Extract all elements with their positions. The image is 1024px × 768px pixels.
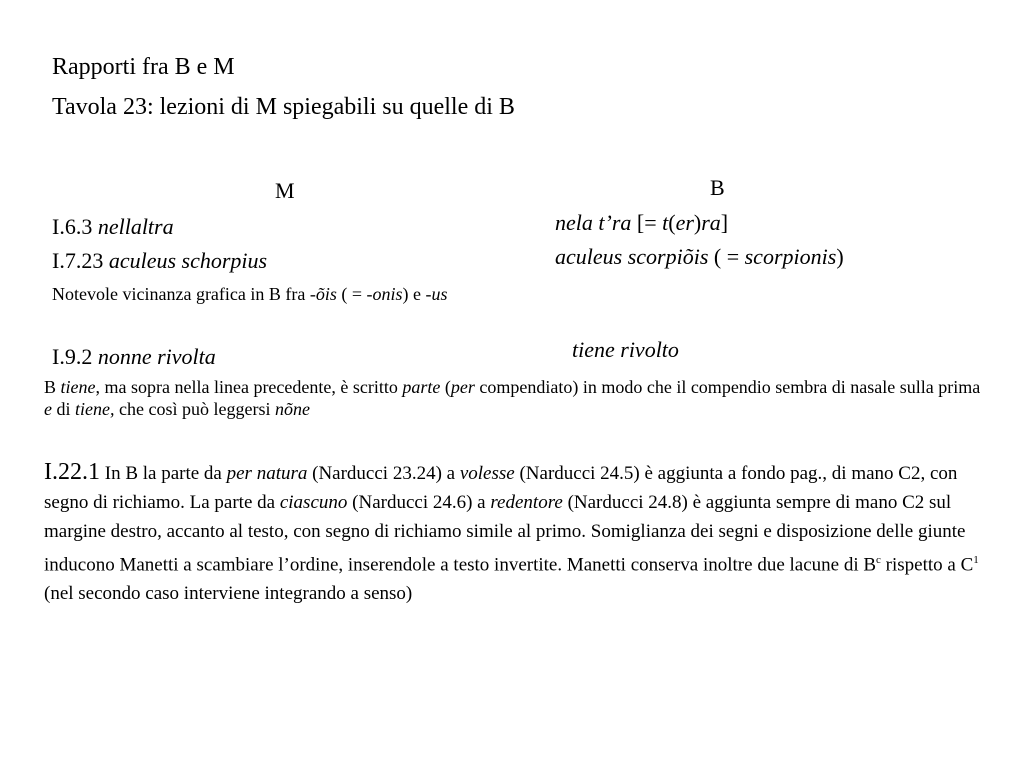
para-ref: I.22.1 [44, 459, 100, 485]
page-subtitle [52, 92, 515, 122]
row1-b-ra: ra [701, 210, 721, 235]
note2-t2: , ma sopra nella linea precedente, è scritto [95, 377, 403, 397]
para-sup2: 1 [973, 554, 979, 566]
row2-b-reading [555, 244, 844, 270]
note1-i1: -õis [309, 284, 337, 304]
column-header-b: B [710, 175, 725, 200]
note2-t4: compendiato) in modo che il compendio sembra di nasale sulla prima [474, 377, 981, 397]
row2-b-italic: aculeus scorpiõis [555, 244, 709, 269]
row1-b-reading [555, 210, 728, 236]
note2-t5: di [52, 399, 76, 419]
row1-b-p1: ( [668, 210, 676, 235]
note2-i1: tiene [60, 377, 96, 397]
para-sup1: c [876, 554, 881, 566]
row2-ref: I.7.23 [52, 248, 104, 273]
note2-i4: e [44, 399, 52, 419]
para-t3: (Narducci 24.5) è aggiunta a fondo pag., di mano C2, con segno di richiamo. La parte da [44, 463, 958, 513]
para-i3: ciascuno [279, 492, 348, 513]
note2-t6: che così può leggersi [114, 399, 275, 419]
para-i4: redentore [490, 492, 563, 513]
note2-i2: parte [402, 377, 441, 397]
row2-b-close: ) [836, 244, 844, 269]
para-i1: per natura [226, 463, 308, 484]
paragraph-i-22-1 [44, 458, 994, 608]
title-line-1: Rapporti fra B e M [52, 54, 235, 80]
row1-m-reading [52, 214, 174, 240]
note1-i2: -onis [366, 284, 403, 304]
row3-m-text: nonne rivolta [97, 344, 216, 369]
para-t6: rispetto a C [880, 554, 974, 576]
title-line-2: Tavola 23: lezioni di M spiegabili su quelle di B [52, 94, 515, 120]
para-t1: In B la parte da [100, 463, 227, 484]
row1-b-italic: nela t’ra [555, 210, 632, 235]
row1-b-close: ] [720, 210, 729, 235]
note-tiene-rivolto [44, 376, 984, 420]
row3-b-reading [572, 337, 679, 363]
column-header-m: M [275, 178, 295, 203]
row2-b-scorpionis: scorpionis [744, 244, 837, 269]
row3-ref: I.9.2 [52, 344, 93, 369]
note1-t2: ( = [336, 284, 367, 304]
para-t7: (nel secondo caso interviene integrando a senso) [44, 583, 413, 605]
row2-m-reading [52, 248, 267, 274]
para-t2: (Narducci 23.24) a [307, 463, 460, 484]
note1-t1: Notevole vicinanza grafica in B fra [52, 284, 310, 304]
note2-t1: B [44, 377, 61, 397]
note-graphic-similarity [52, 283, 448, 305]
row3-m-reading [52, 344, 216, 370]
page-title [52, 52, 235, 82]
para-t4: (Narducci 24.6) a [347, 492, 491, 513]
row2-b-open: ( = [708, 244, 745, 269]
note1-i3: -us [425, 284, 448, 304]
row1-m-text: nellaltra [97, 214, 174, 239]
note2-i5: tiene, [75, 399, 115, 419]
row1-b-er: er [675, 210, 694, 235]
note2-i3: per [450, 377, 475, 397]
row1-b-open: [= [631, 210, 663, 235]
row1-b-t: t [662, 210, 669, 235]
row3-b-text: tiene rivolto [572, 337, 679, 362]
note1-t3: ) e [402, 284, 426, 304]
para-t5: (Narducci 24.8) è aggiunta sempre di mano C2 sul margine destro, accanto al testo, con segno di richiamo simile al primo. Somiglianza dei segni e disposizione delle giunte inducono Manetti a scambiare l’ordine, inserendole a testo invertite. Manetti conserva inoltre due lacune di B [44, 492, 966, 576]
para-i2: volesse [459, 463, 515, 484]
row1-b-p2: ) [693, 210, 702, 235]
row2-m-text: aculeus schorpius [108, 248, 268, 273]
note2-i6: nõne [274, 399, 310, 419]
note2-t3: ( [440, 377, 451, 397]
row1-ref: I.6.3 [52, 214, 93, 239]
